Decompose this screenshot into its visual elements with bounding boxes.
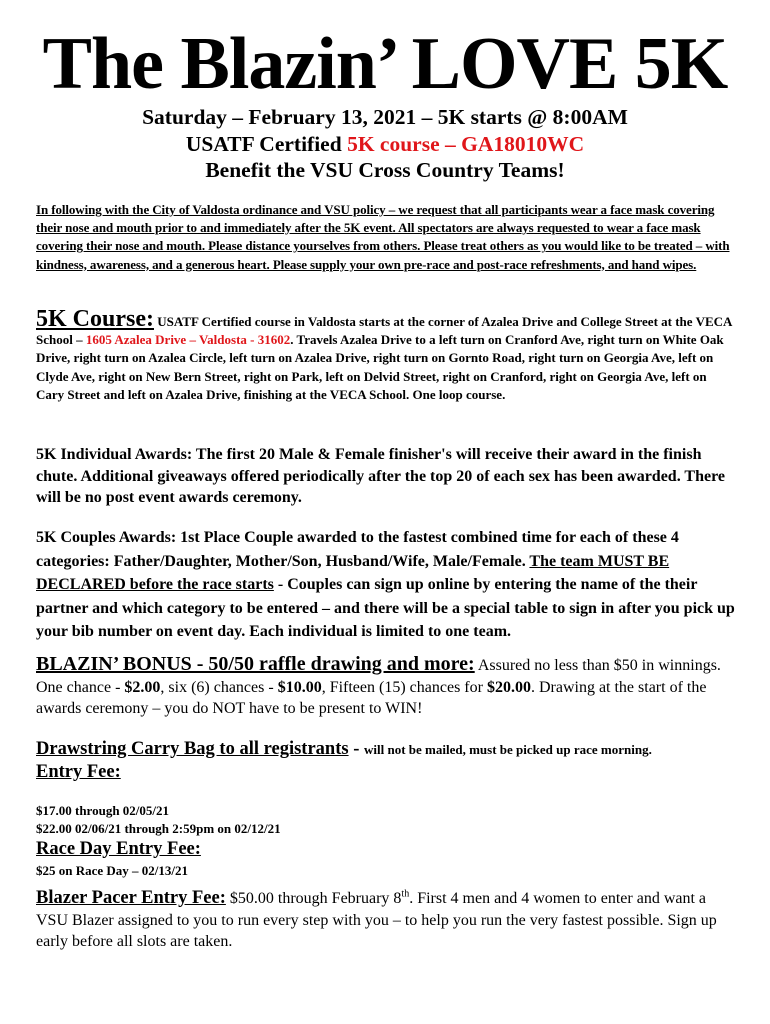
event-date-line: Saturday – February 13, 2021 – 5K starts @ 8:00AM [142, 105, 628, 129]
race-day-fee: $25 on Race Day – 02/13/21 [36, 863, 189, 878]
course-route: . Travels Azalea Drive to a left turn on Cranford Ave, right turn on White Oak Drive, right turn on Azalea Circle, left turn on Azalea Drive, right turn on Gornto Road, right turn on Georgia Ave, left on Clyde Ave, right on New Bern Street, right on Park, left on Delvid Street, right on Cranford, right on Georgia Ave, left on Cary Street and left on Azalea Drive, finishing at the VECA School. One loop course. [36, 332, 724, 402]
pacer-heading: Blazer Pacer Entry Fee: [36, 888, 226, 908]
drawstring-heading: Drawstring Carry Bag to all registrants [36, 739, 349, 759]
entry-fee-heading: Entry Fee: [36, 762, 121, 782]
certification-prefix: USATF Certified [185, 132, 348, 156]
course-text-start: USATF Certified course in Valdosta starts at the corner of Azalea Drive and College Street at the VECA School – [36, 314, 732, 348]
entry-fee-late: $22.00 02/06/21 through 2:59pm on 02/12/21 [36, 820, 281, 836]
bonus-text-3: , Fifteen (15) chances for [321, 678, 487, 696]
bonus-price-1: $2.00 [124, 678, 161, 696]
pacer-section [36, 888, 736, 953]
course-section [36, 306, 736, 404]
couples-text-start: 5K Couples Awards: 1st Place Couple awarded to the fastest combined time for each of these 4 categories: Father/Daughter, Mother/Son, Husband/Wife, Male/Female. [36, 529, 679, 570]
drawstring-note: will not be mailed, must be picked up race morning. [364, 742, 652, 757]
entry-fee-list [36, 802, 736, 837]
pacer-text-1: $50.00 through February 8 [225, 890, 402, 907]
course-heading: 5K Course: [36, 306, 154, 332]
drawstring-section [36, 738, 736, 784]
race-day-heading: Race Day Entry Fee: [36, 839, 201, 859]
drawstring-dash: - [348, 739, 364, 759]
page-title: The Blazin’ LOVE 5K [42, 23, 728, 105]
pacer-text-2: . First 4 men and 4 women to enter and want a VSU Blazer assigned to you to run every step with you – to help you run the very fastest possible. Sign up early before all slots are taken. [36, 890, 717, 950]
pacer-ordinal: th [401, 888, 410, 900]
bonus-price-3: $20.00 [486, 678, 531, 696]
drawstring-line [36, 738, 736, 761]
bonus-section [36, 654, 736, 720]
couples-awards [36, 526, 736, 644]
entry-fee-early: $17.00 through 02/05/21 [36, 803, 170, 818]
bonus-price-2: $10.00 [277, 678, 322, 696]
covid-notice: In following with the City of Valdosta ordinance and VSU policy – we request that all participants wear a face mask covering their nose and mouth prior to and immediately after the 5K event. All spectators are always requested to wear a face mask covering their nose and mouth. Please distance yourselves from others. Please treat others as you would like to be treated – with kindness, awareness, and a generous heart. Please supply your own pre-race and post-race refreshments, and hand wipes. [36, 202, 730, 272]
course-code: 5K course – GA18010WC [347, 132, 585, 156]
bonus-text-2: , six (6) chances - [160, 678, 278, 696]
course-address: 1605 Azalea Drive – Valdosta - 31602 [85, 332, 291, 348]
couples-text-end: - Couples can sign up online by entering the name of the their partner and which category to be entered – and there will be a special table to sign in after you pick up your bib number on event day. Each individual is limited to one team. [36, 576, 735, 640]
bonus-heading: BLAZIN’ BONUS - 50/50 raffle drawing and more: [36, 653, 475, 675]
benefit-line: Benefit the VSU Cross Country Teams! [205, 158, 565, 182]
certification-line [0, 131, 770, 157]
bonus-text-1: Assured no less than $50 in winnings. One chance - [36, 657, 721, 696]
bonus-text-4: . Drawing at the start of the awards ceremony – you do NOT have to be present to WIN! [36, 678, 707, 717]
couples-declare-note: The team MUST BE DECLARED before the race starts [36, 552, 670, 593]
individual-awards: 5K Individual Awards: The first 20 Male & Female finisher's will receive their award in the finish chute. Additional giveaways offered periodically after the top 20 of each sex has been awarded. There will be no post event awards ceremony. [36, 446, 725, 506]
